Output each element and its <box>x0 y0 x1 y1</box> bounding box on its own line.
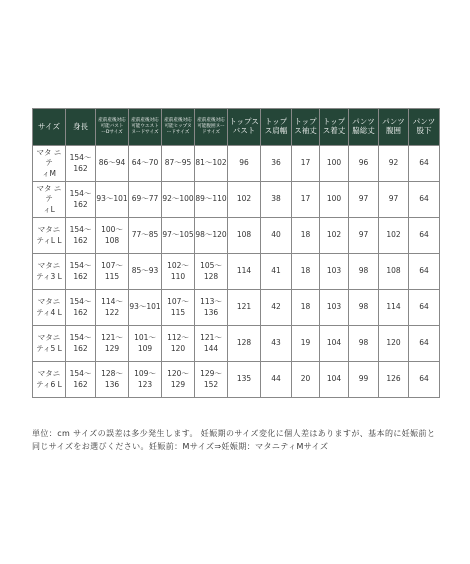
table-cell <box>349 362 379 398</box>
table-cell-value: 98 <box>358 266 369 276</box>
table-cell-value: 64 <box>419 194 429 204</box>
column-header <box>349 109 379 146</box>
table-cell-value: 43 <box>271 338 281 348</box>
table-row <box>33 290 440 326</box>
table-cell-value: 154〜 162 <box>69 369 92 389</box>
table-cell-value: 42 <box>271 302 281 312</box>
table-cell-value: 100 <box>326 158 342 168</box>
table-cell-value: 86〜94 <box>98 158 126 168</box>
table-cell <box>409 218 440 254</box>
table-cell <box>409 254 440 290</box>
table-cell-value: 64〜70 <box>131 158 159 168</box>
table-cell-value: 100〜 108 <box>101 225 123 245</box>
table-cell <box>96 182 129 218</box>
table-cell-value: 102 <box>386 230 401 240</box>
table-cell-value: 44 <box>271 374 281 384</box>
table-cell <box>292 254 320 290</box>
table-cell <box>195 362 228 398</box>
table-cell-value: 101〜 109 <box>134 333 156 353</box>
table-cell <box>33 290 66 326</box>
column-header <box>228 109 261 146</box>
table-cell-value: 20 <box>300 374 311 384</box>
table-cell-value: 40 <box>271 230 281 240</box>
table-cell-value: 64 <box>419 266 429 276</box>
table-cell <box>228 254 261 290</box>
table-cell-value: 98 <box>358 302 369 312</box>
table-cell <box>129 290 162 326</box>
table-cell-value: 129〜 152 <box>200 369 222 389</box>
table-cell <box>129 146 162 182</box>
table-cell <box>292 218 320 254</box>
column-header <box>33 109 66 146</box>
table-cell-value: 154〜 162 <box>69 225 92 245</box>
table-cell <box>162 290 195 326</box>
table-cell <box>349 146 379 182</box>
table-cell <box>349 218 379 254</box>
table-cell-value: 154〜 162 <box>69 297 92 317</box>
table-cell-value: 36 <box>271 158 281 168</box>
table-cell-value: 38 <box>271 194 281 204</box>
table-cell <box>292 290 320 326</box>
table-cell <box>320 146 349 182</box>
size-table <box>32 108 440 398</box>
table-cell <box>129 182 162 218</box>
table-cell-value: 18 <box>300 266 311 276</box>
table-cell-value: 64 <box>419 230 429 240</box>
table-cell <box>349 290 379 326</box>
table-cell <box>228 218 261 254</box>
table-cell <box>66 182 96 218</box>
table-cell-value: 100 <box>326 194 342 204</box>
table-cell <box>33 362 66 398</box>
table-cell <box>66 362 96 398</box>
column-header-label: トップ ス肩幅 <box>264 117 288 135</box>
table-cell <box>228 362 261 398</box>
table-cell <box>66 218 96 254</box>
table-cell <box>162 218 195 254</box>
table-cell <box>409 290 440 326</box>
table-cell <box>33 254 66 290</box>
table-cell-value: 17 <box>300 158 311 168</box>
table-cell <box>162 254 195 290</box>
table-cell-value: マタニ ティL L <box>36 225 62 245</box>
table-cell-value: 114 <box>386 302 401 312</box>
table-cell <box>195 326 228 362</box>
table-cell <box>320 362 349 398</box>
table-cell <box>320 290 349 326</box>
table-cell <box>349 182 379 218</box>
column-header <box>292 109 320 146</box>
table-cell <box>320 182 349 218</box>
table-cell-value: 103 <box>326 302 342 312</box>
table-cell-value: 121〜 144 <box>200 333 222 353</box>
table-row <box>33 146 440 182</box>
table-cell-value: マタ ニテ ィM <box>36 148 62 178</box>
table-row <box>33 362 440 398</box>
table-cell-value: 128〜 136 <box>101 369 123 389</box>
table-cell-value: 17 <box>300 194 311 204</box>
table-cell-value: 92〜100 <box>162 194 194 204</box>
table-cell <box>33 146 66 182</box>
table-cell-value: マタニ ティ6 L <box>36 369 62 389</box>
table-cell <box>379 326 409 362</box>
table-cell <box>162 326 195 362</box>
table-cell-value: 121 <box>236 302 252 312</box>
table-cell <box>261 218 292 254</box>
column-header-label: トップ ス袖丈 <box>294 117 317 135</box>
column-header <box>162 109 195 146</box>
table-cell <box>195 290 228 326</box>
table-cell <box>379 218 409 254</box>
column-header-label: 産前産後対応 可能腹囲ヌー ドサイズ <box>197 118 225 135</box>
table-cell-value: 81〜102 <box>195 158 227 168</box>
column-header <box>320 109 349 146</box>
table-cell-value: 102 <box>236 194 252 204</box>
table-cell-value: 154〜 162 <box>69 261 92 281</box>
table-cell <box>409 146 440 182</box>
table-cell <box>195 254 228 290</box>
table-cell-value: 154〜 162 <box>69 153 92 173</box>
table-cell <box>292 326 320 362</box>
table-header-row <box>33 109 440 146</box>
table-row <box>33 182 440 218</box>
column-header-label: パンツ 脇総丈 <box>352 117 375 135</box>
column-header <box>409 109 440 146</box>
table-cell-value: 102〜 110 <box>167 261 189 281</box>
table-cell <box>379 146 409 182</box>
table-cell <box>66 254 96 290</box>
column-header-label: トップス バスト <box>229 117 259 135</box>
table-cell <box>409 362 440 398</box>
table-cell <box>96 290 129 326</box>
table-cell-value: 18 <box>300 230 311 240</box>
table-cell <box>96 254 129 290</box>
table-cell-value: 64 <box>419 338 429 348</box>
table-cell-value: 107〜 115 <box>167 297 189 317</box>
table-cell-value: 113〜 136 <box>200 297 222 317</box>
table-cell-value: 108 <box>236 230 252 240</box>
table-cell <box>349 254 379 290</box>
table-cell-value: 85〜93 <box>131 266 159 276</box>
table-cell <box>33 326 66 362</box>
table-cell <box>195 182 228 218</box>
table-cell <box>261 146 292 182</box>
table-cell <box>261 290 292 326</box>
table-cell-value: 99 <box>358 374 369 384</box>
table-cell-value: 41 <box>271 266 281 276</box>
table-cell-value: 109〜 123 <box>134 369 156 389</box>
table-cell <box>96 326 129 362</box>
table-cell <box>261 326 292 362</box>
table-cell-value: 19 <box>300 338 311 348</box>
table-cell-value: 93〜101 <box>96 194 128 204</box>
table-cell <box>349 326 379 362</box>
table-cell <box>66 146 96 182</box>
table-cell <box>129 326 162 362</box>
table-cell <box>261 362 292 398</box>
table-cell-value: マタニ ティ5 L <box>36 333 62 353</box>
table-cell-value: 87〜95 <box>164 158 192 168</box>
table-cell-value: 104 <box>326 374 342 384</box>
column-header-label: 身長 <box>73 121 88 131</box>
column-header-label: トップ ス着丈 <box>322 117 346 135</box>
table-cell <box>379 362 409 398</box>
table-cell-value: 128 <box>236 338 252 348</box>
table-cell <box>228 182 261 218</box>
table-cell <box>292 362 320 398</box>
table-cell <box>162 182 195 218</box>
table-cell-value: 103 <box>326 266 342 276</box>
table-cell <box>379 254 409 290</box>
table-cell <box>320 218 349 254</box>
column-header <box>261 109 292 146</box>
table-cell-value: 64 <box>419 158 429 168</box>
column-header <box>96 109 129 146</box>
column-header <box>379 109 409 146</box>
table-cell-value: 97 <box>358 230 369 240</box>
table-cell <box>261 182 292 218</box>
table-cell <box>195 218 228 254</box>
table-cell <box>228 290 261 326</box>
table-cell <box>162 362 195 398</box>
table-cell <box>96 146 129 182</box>
size-chart <box>32 108 438 398</box>
column-header-label: パンツ 股下 <box>412 117 436 135</box>
table-cell <box>379 290 409 326</box>
table-cell <box>96 362 129 398</box>
table-cell <box>228 326 261 362</box>
table-cell-value: マタニ ティ3 L <box>36 261 62 281</box>
column-header-label: 産前産後対応 可能ウエスト ヌードサイズ <box>131 118 159 135</box>
table-cell-value: 120 <box>386 338 401 348</box>
table-cell-value: 69〜77 <box>131 194 159 204</box>
table-cell <box>66 290 96 326</box>
table-cell-value: 89〜110 <box>195 194 227 204</box>
table-cell <box>33 218 66 254</box>
table-cell <box>66 326 96 362</box>
column-header-label: パンツ 腹囲 <box>382 117 405 135</box>
table-cell-value: 97 <box>358 194 369 204</box>
table-cell-value: 108 <box>386 266 401 276</box>
table-cell-value: 126 <box>386 374 401 384</box>
column-header-label: サイズ <box>38 121 60 131</box>
table-cell-value: 93〜101 <box>129 302 161 312</box>
table-cell <box>409 182 440 218</box>
table-cell <box>320 326 349 362</box>
table-row <box>33 218 440 254</box>
table-cell <box>261 254 292 290</box>
table-cell <box>129 362 162 398</box>
table-cell <box>162 146 195 182</box>
note-text: 単位：cm サイズの誤差は多少発生します。 妊娠期のサイズ変化に個人差はありますが、基本的に妊娠前と同じサイズをお選びください。妊娠前：Mサイズ⇒妊娠期：マタニティMサイズ <box>32 429 436 452</box>
table-cell-value: 112〜 120 <box>167 333 189 353</box>
table-cell <box>129 254 162 290</box>
table-cell-value: 64 <box>419 374 429 384</box>
table-cell <box>33 182 66 218</box>
table-cell-value: 98〜120 <box>195 230 227 240</box>
table-cell <box>129 218 162 254</box>
table-cell-value: 98 <box>358 338 369 348</box>
table-cell-value: 102 <box>326 230 342 240</box>
table-cell-value: マタニ ティ4 L <box>36 297 62 317</box>
table-cell-value: 154〜 162 <box>69 333 92 353</box>
table-cell <box>409 326 440 362</box>
table-cell-value: 114〜 122 <box>101 297 123 317</box>
table-row <box>33 254 440 290</box>
table-cell-value: 107〜 115 <box>101 261 123 281</box>
table-cell-value: 105〜 128 <box>200 261 222 281</box>
table-cell-value: 96 <box>239 158 249 168</box>
table-cell-value: 77〜85 <box>131 230 159 240</box>
table-cell-value: 135 <box>236 374 252 384</box>
table-cell <box>292 146 320 182</box>
table-cell-value: 154〜 162 <box>69 189 92 209</box>
table-cell-value: 18 <box>300 302 311 312</box>
size-note <box>32 427 442 453</box>
table-cell-value: 64 <box>419 302 429 312</box>
table-cell <box>379 182 409 218</box>
table-cell-value: 92 <box>388 158 399 168</box>
table-cell <box>96 218 129 254</box>
table-row <box>33 326 440 362</box>
table-cell <box>320 254 349 290</box>
table-cell-value: 114 <box>236 266 252 276</box>
table-cell-value: 120〜 129 <box>167 369 189 389</box>
column-header <box>129 109 162 146</box>
table-cell-value: マタ ニテ ィL <box>36 184 62 214</box>
column-header-label: 産前産後対応 可能ヒップヌ ードサイズ <box>164 118 192 135</box>
table-cell <box>228 146 261 182</box>
table-cell <box>292 182 320 218</box>
table-cell-value: 104 <box>326 338 342 348</box>
column-header-label: 産前産後対応 可能バスト ーDサイズ <box>98 118 126 135</box>
table-cell-value: 97〜105 <box>162 230 194 240</box>
table-cell-value: 121〜 129 <box>101 333 123 353</box>
table-cell <box>195 146 228 182</box>
table-body <box>33 146 440 398</box>
column-header <box>195 109 228 146</box>
table-cell-value: 96 <box>358 158 369 168</box>
table-cell-value: 97 <box>388 194 399 204</box>
column-header <box>66 109 96 146</box>
